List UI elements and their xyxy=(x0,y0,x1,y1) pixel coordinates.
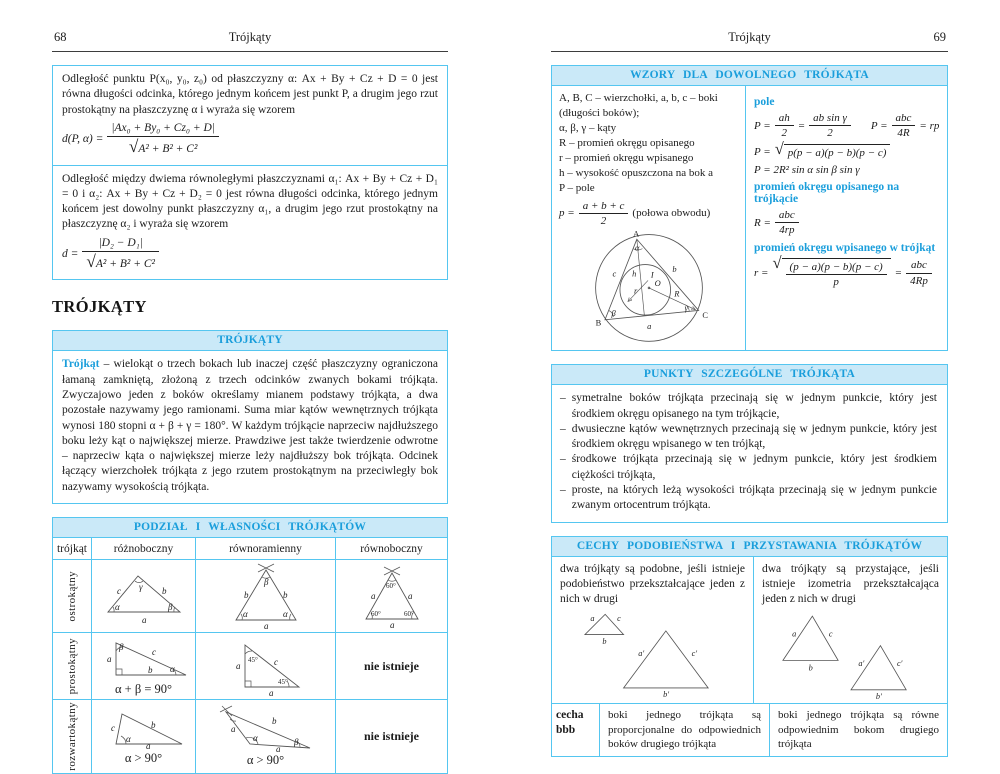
sqrt-symbol: √ xyxy=(128,136,139,156)
obtuse-scalene-triangle-diagram xyxy=(94,706,194,750)
svg-text:a: a xyxy=(141,615,146,625)
cell-acute-isosceles xyxy=(195,559,335,632)
running-title: Trójkąty xyxy=(728,30,771,44)
svg-text:a: a xyxy=(407,591,412,601)
page-number: 68 xyxy=(54,30,67,44)
row-header-right: prostokątny xyxy=(53,632,91,699)
svg-text:a′: a′ xyxy=(637,649,644,659)
svg-text:b: b xyxy=(161,586,166,596)
svg-text:45°: 45° xyxy=(247,656,258,664)
area-label: pole xyxy=(754,96,775,108)
svg-text:α: α xyxy=(114,602,120,612)
svg-text:α: α xyxy=(252,733,258,744)
area-formula-3: P = 2R² sin α sin β sin γ xyxy=(754,164,860,177)
svg-text:a: a xyxy=(589,614,595,624)
right-isosceles-triangle-diagram xyxy=(211,635,321,697)
definition-box-header: TRÓJKĄTY xyxy=(53,331,447,351)
svg-text:b: b xyxy=(282,590,287,600)
similarity-box xyxy=(551,536,948,758)
svg-text:c′: c′ xyxy=(896,659,902,669)
svg-text:β: β xyxy=(167,602,172,612)
list-item: – proste, na których leżą wysokości trójkąta przecinają się w jednym punkcie zwanym ortocentrum trójkąta. xyxy=(560,483,937,512)
equilateral-triangle-diagram xyxy=(342,563,442,629)
congruent-text: dwa trójkąty są przystające, jeśli istnieje izometria przekształcająca jeden z nich w drugi xyxy=(762,562,939,606)
svg-text:B: B xyxy=(595,317,601,328)
svg-text:b: b xyxy=(243,590,248,600)
running-head-left xyxy=(52,28,448,52)
special-points-box xyxy=(551,364,948,522)
similar-triangles-cell xyxy=(552,557,753,704)
col-header-isosceles: równoramienny xyxy=(195,538,335,559)
circumradius-formula: R = $\frac{\text{abc}}{4rp}$ xyxy=(754,209,939,237)
area-formula-1: P = $\frac{ah}{2}$ = $\frac{\text{ab sin γ}}{2}$ P = $\frac{\text{abc}}{4R}$ = rp xyxy=(754,112,940,140)
special-points-header: PUNKTY SZCZEGÓLNE TRÓJKĄTA xyxy=(552,365,947,385)
page-left xyxy=(52,28,448,774)
not-exists-label: nie istnieje xyxy=(364,728,419,743)
sqrt-symbol: √ xyxy=(774,138,784,158)
svg-text:b: b xyxy=(671,264,677,275)
svg-text:β: β xyxy=(293,737,298,748)
inradius-label: promień okręgu wpisanego w trójkąt xyxy=(754,241,936,254)
list-item: – symetralne boków trójkąta przecinają się w jednym punkcie, który jest środkiem okręgu opisanego na tym trójkącie, xyxy=(560,392,937,420)
svg-text:a: a xyxy=(791,629,796,639)
svg-text:a: a xyxy=(389,620,394,630)
svg-text:c: c xyxy=(116,586,121,596)
area-formula-2: P = √ p(p − a)(p − b)(p − c) xyxy=(754,144,939,161)
svg-text:c: c xyxy=(611,268,616,279)
sqrt-symbol: √ xyxy=(772,252,782,272)
svg-text:α: α xyxy=(125,734,131,745)
similar-text: dwa trójkąty są podobne, jeśli istnieje podobieństwo przekształcające jeden z nich w drugi xyxy=(560,562,745,606)
svg-text:60°: 60° xyxy=(403,610,414,618)
cell-obtuse-scalene xyxy=(91,699,195,773)
legend-line: R – promień okręgu opisanego xyxy=(559,136,695,149)
svg-text:I: I xyxy=(650,269,654,280)
cell-acute-scalene xyxy=(91,559,195,632)
definition-text: Trójkąt – wielokąt o trzech bokach lub inaczej część płaszczyzny ograniczona łamaną zamkniętą, złożoną z trzech odcinków zwanych bokami trójkąta. Zwyczajowo jeden z boków określamy mianem podstawy trójkąta, a dwa pozostałe nazywamy jego ramionami. Suma miar kątów wewnętrznych trójkąta wynosi 180 stopni α + β + γ = 180°. W każdym trójkącie naprzeciw najdłuższego boku leży kąt o największej mierze. Prawdziwe jest także twierdzenie odwrotne – naprzeciw kąta o największej mierze leży najdłuższy bok trójkąta. Odcinek łączący wierzchołek trójkąta z jego rzutem prostokątnym na przeciwległy bok nazywamy wysokością trójkąta. xyxy=(62,358,438,493)
svg-text:b: b xyxy=(601,637,607,647)
svg-text:b: b xyxy=(147,665,152,675)
row-header-obtuse: rozwartokątny xyxy=(53,699,91,773)
col-header-equilateral: równoboczny xyxy=(335,538,447,559)
fraction: $\frac{\text{|D₂ − D₁|}}{\text{√A² + B² + C²}}$ xyxy=(82,237,159,271)
svg-text:a: a xyxy=(370,591,375,601)
acute-scalene-triangle-diagram xyxy=(94,566,194,626)
distance-point-plane-cell xyxy=(53,66,447,165)
circumradius-label: promień okręgu opisanego na trójkącie xyxy=(754,181,900,206)
legend-line: A, B, C – wierzchołki, a, b, c – boki (długości boków); xyxy=(559,92,718,119)
half-perimeter-formula: p = $\frac{a + b + c}{2}$ (połowa obwodu) xyxy=(559,199,711,227)
page-number: 69 xyxy=(933,30,946,44)
svg-text:γ: γ xyxy=(138,582,143,592)
sqrt-symbol: √ xyxy=(86,251,96,271)
feature-bbb-similar-text: boki jednego trójkąta są proporcjonalne do odpowiednich boków drugiego trójkąta xyxy=(599,704,769,756)
running-title: Trójkąty xyxy=(228,30,272,44)
svg-text:α: α xyxy=(242,609,248,619)
acute-isosceles-triangle-diagram xyxy=(211,562,321,630)
formulas-box xyxy=(551,65,948,351)
legend-line: P – pole xyxy=(559,181,595,194)
right-scalene-triangle-diagram xyxy=(94,635,194,681)
legend-line: α, β, γ – kąty xyxy=(559,121,617,134)
congruent-triangles-cell xyxy=(753,557,947,704)
formulas-box-header: WZORY DLA DOWOLNEGO TRÓJKĄTA xyxy=(552,66,947,86)
list-item: – dwusieczne kątów wewnętrznych przecinają się w jednym punkcie, który jest środkiem okręgu wpisanego w ten trójkąt, xyxy=(560,422,937,451)
svg-text:60°: 60° xyxy=(370,610,381,618)
distance-planes-cell xyxy=(53,165,447,280)
col-header-scalene: różnoboczny xyxy=(91,538,195,559)
list-item: – środkowe trójkąta przecinają się w jednym punkcie, który jest środkiem ciężkości trójkąta, xyxy=(560,453,937,481)
cell-right-scalene xyxy=(91,632,195,699)
fraction: $\frac{\text{|Ax₀ + By₀ + Cz₀ + D|}}{\text{√A² + B² + C²}}$ xyxy=(107,122,219,156)
svg-text:α: α xyxy=(634,242,639,253)
svg-text:a: a xyxy=(646,321,651,332)
running-head-right xyxy=(551,28,948,52)
svg-text:45°: 45° xyxy=(277,678,288,686)
col-header-corner: trójkąt xyxy=(56,542,88,555)
svg-text:β: β xyxy=(611,308,616,319)
triangle-definition-box xyxy=(52,330,448,504)
svg-text:c′: c′ xyxy=(691,649,697,659)
svg-text:O: O xyxy=(654,278,661,289)
obtuse-isosceles-triangle-diagram xyxy=(206,704,326,755)
cell-equilateral xyxy=(335,559,447,632)
svg-text:b: b xyxy=(808,663,813,673)
feature-bbb-congruent-text: boki jednego trójkąta są równe odpowiednim bokom drugiego trójkąta xyxy=(769,704,947,756)
svg-text:c: c xyxy=(616,614,621,624)
definition-term: Trójkąt xyxy=(62,358,100,371)
svg-text:c: c xyxy=(273,657,278,667)
svg-text:a: a xyxy=(235,661,240,671)
svg-text:C: C xyxy=(701,310,708,321)
classification-table xyxy=(52,517,448,774)
svg-text:r: r xyxy=(633,285,637,296)
distance-box xyxy=(52,65,448,280)
right-triangle-caption: α + β = 90° xyxy=(114,682,172,696)
svg-text:60°: 60° xyxy=(385,582,396,590)
svg-text:b: b xyxy=(271,716,276,727)
svg-text:α: α xyxy=(169,664,175,674)
formulas-legend xyxy=(552,86,746,350)
page-right xyxy=(551,28,948,757)
svg-text:a: a xyxy=(230,724,235,735)
obtuse-caption: α > 90° xyxy=(124,751,163,766)
formulas-column xyxy=(746,86,947,350)
classification-table-header: PODZIAŁ I WŁASNOŚCI TRÓJKĄTÓW xyxy=(53,518,447,538)
distance-planes-text: Odległość między dwiema równoległymi płaszczyznami α₁: Ax + By + Cz + D₁ = 0 i α₂: Ax + By + Cz + D₂ = 0 jest równa długości odcinka, którego jednym końcem jest dowolny punkt płaszczyzny α₁, a drugim jego rzut prostokątny na płaszczyznę α₂ i wyraża się wzorem xyxy=(62,172,438,231)
svg-text:a: a xyxy=(275,744,280,755)
svg-text:a: a xyxy=(145,741,150,752)
legend-line: h – wysokość opuszczona na bok a xyxy=(559,166,713,179)
svg-text:b: b xyxy=(150,720,155,731)
section-title: TRÓJKĄTY xyxy=(52,297,147,317)
svg-text:a: a xyxy=(268,688,273,698)
distance-planes-formula xyxy=(62,237,438,271)
formula-lhs: d(P, α) = xyxy=(62,132,104,145)
svg-text:c: c xyxy=(828,629,833,639)
cell-obtuse-equilateral xyxy=(335,699,447,773)
svg-text:b′: b′ xyxy=(662,690,669,700)
cell-obtuse-isosceles xyxy=(195,699,335,773)
svg-text:a′: a′ xyxy=(857,659,864,669)
svg-text:α: α xyxy=(282,609,288,619)
congruent-triangles-diagram xyxy=(763,607,939,702)
svg-text:A: A xyxy=(632,228,639,239)
distance-point-plane-formula xyxy=(62,122,438,156)
svg-text:c: c xyxy=(110,723,115,734)
similarity-header: CECHY PODOBIEŃSTWA I PRZYSTAWANIA TRÓJKĄTÓW xyxy=(552,537,947,557)
svg-text:γ: γ xyxy=(684,302,688,313)
svg-text:h: h xyxy=(631,268,636,279)
svg-text:c: c xyxy=(151,647,156,657)
row-header-acute: ostrokątny xyxy=(53,559,91,632)
formula-lhs: d = xyxy=(62,247,79,260)
svg-text:β: β xyxy=(118,642,123,652)
svg-text:a: a xyxy=(106,654,111,664)
svg-text:a: a xyxy=(263,621,268,631)
legend-line: r – promień okręgu wpisanego xyxy=(559,151,694,164)
svg-text:β: β xyxy=(263,577,268,587)
similar-triangles-diagram xyxy=(563,607,743,699)
not-exists-label: nie istnieje xyxy=(364,658,419,673)
cell-right-equilateral xyxy=(335,632,447,699)
obtuse-caption: α > 90° xyxy=(246,753,285,768)
svg-text:R: R xyxy=(673,288,679,299)
incircle-circumcircle-diagram xyxy=(560,228,738,346)
inradius-formula: r = √ $\frac{(p - a)(p - b)(p - c)}{p}$ = $\frac{\text{abc}}{4Rp}$ xyxy=(754,258,939,289)
svg-text:b′: b′ xyxy=(875,692,882,702)
cell-right-isosceles xyxy=(195,632,335,699)
distance-point-plane-text: Odległość punktu P(x₀, y₀, z₀) od płaszczyzny α: Ax + By + Cz + D = 0 jest równa długości odcinka, którego jednym końcem jest punkt P, a drugim jego rzut prostokątny na płaszczyznę α i wyraża się wzorem xyxy=(62,73,438,116)
feature-bbb-label: cecha bbb xyxy=(556,709,584,736)
